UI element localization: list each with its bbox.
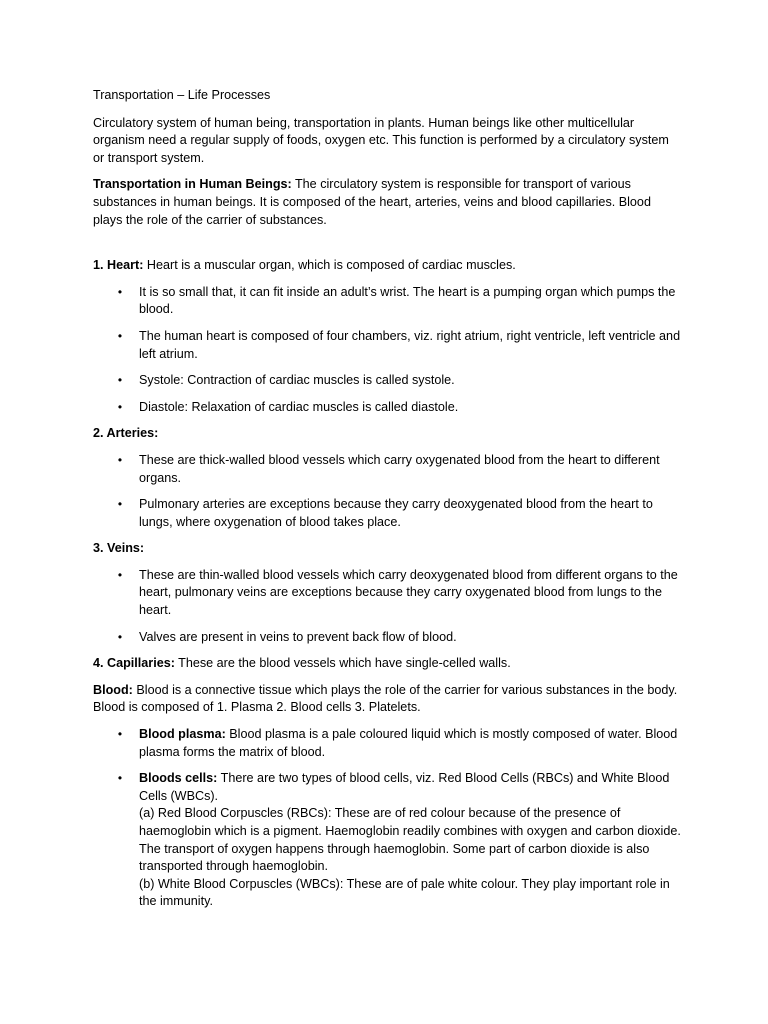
- list-item: [93, 452, 683, 487]
- list-item-text: Pulmonary arteries are exceptions because they carry deoxygenated blood from the heart to lungs, where oxygenation of blood takes place.: [139, 497, 653, 529]
- list-item-text: It is so small that, it can fit inside an adult’s wrist. The heart is a pumping organ which pumps the blood.: [139, 284, 676, 317]
- list-item: [93, 726, 683, 761]
- arteries-list: [93, 452, 683, 531]
- bullet-icon: •: [117, 452, 123, 467]
- veins-heading-paragraph: [93, 540, 683, 558]
- bullet-icon: •: [117, 399, 123, 414]
- list-item: [93, 567, 683, 620]
- bullet-icon: •: [117, 328, 123, 343]
- heart-list: [93, 284, 683, 417]
- human-transport-heading: Transportation in Human Beings:: [93, 177, 292, 192]
- list-item: [93, 372, 683, 390]
- bullet-icon: •: [117, 727, 123, 742]
- wbc-text: (b) White Blood Corpuscles (WBCs): These are of pale white colour. They play important role in the immunity.: [139, 876, 670, 909]
- capillaries-text: These are the blood vessels which have single-celled walls.: [174, 656, 511, 671]
- document-title: Transportation – Life Processes: [93, 88, 271, 102]
- bullet-icon: •: [117, 373, 123, 388]
- list-item: [93, 399, 683, 417]
- human-transport-paragraph: [93, 176, 683, 229]
- veins-heading: 3. Veins:: [93, 541, 145, 556]
- capillaries-heading: 4. Capillaries:: [93, 656, 175, 671]
- blood-plasma-text: Blood plasma is a pale coloured liquid which is mostly composed of water. Blood plasma forms the matrix of blood.: [139, 727, 678, 759]
- intro-paragraph: Circulatory system of human being, transportation in plants. Human beings like other multicellular organism need a regular supply of foods, oxygen etc. This function is performed by a circulatory system or transport system.: [93, 115, 669, 165]
- list-item-text: These are thick-walled blood vessels which carry oxygenated blood from the heart to different organs.: [139, 452, 660, 485]
- list-item: [93, 770, 683, 911]
- heart-text: Heart is a muscular organ, which is composed of cardiac muscles.: [143, 258, 516, 273]
- list-item: [93, 284, 683, 319]
- list-item: [93, 496, 683, 531]
- bullet-icon: •: [117, 567, 123, 582]
- bullet-icon: •: [117, 771, 123, 786]
- bullet-icon: •: [117, 284, 123, 299]
- heart-paragraph: [93, 257, 683, 275]
- list-item: [93, 629, 683, 647]
- list-item-text: Systole: Contraction of cardiac muscles is called systole.: [139, 373, 455, 388]
- arteries-heading: 2. Arteries:: [93, 426, 159, 441]
- heart-heading: 1. Heart:: [93, 258, 144, 273]
- blood-paragraph: [93, 682, 683, 717]
- veins-list: [93, 567, 683, 646]
- capillaries-paragraph: [93, 655, 683, 673]
- blood-cells-heading: Bloods cells:: [139, 771, 218, 786]
- list-item: [93, 328, 683, 363]
- bullet-icon: •: [117, 497, 123, 512]
- list-item-text: The human heart is composed of four chambers, viz. right atrium, right ventricle, left ventricle and left atrium.: [139, 328, 681, 361]
- blood-text: Blood is a connective tissue which plays the role of the carrier for various substances in the body. Blood is composed of 1. Plasma 2. Blood cells 3. Platelets.: [93, 682, 678, 715]
- rbc-text: (a) Red Blood Corpuscles (RBCs): These are of red colour because of the presence of haemoglobin which is a pigment. Haemoglobin readily combines with oxygen and carbon dioxide. The transport of oxygen happens through haemoglobin. Some part of carbon dioxide is also transported through haemoglobin.: [139, 806, 681, 874]
- blood-cells-text: There are two types of blood cells, viz. Red Blood Cells (RBCs) and White Blood Cells (WBCs).: [139, 771, 670, 803]
- human-transport-text: The circulatory system is responsible for transport of various substances in human beings. It is composed of the heart, arteries, veins and blood capillaries. Blood plays the role of the carrier of substances.: [93, 177, 651, 227]
- blood-list: [93, 726, 683, 911]
- list-item-text: Valves are present in veins to prevent back flow of blood.: [139, 629, 457, 644]
- blood-plasma-heading: Blood plasma:: [139, 727, 226, 742]
- list-item-text: These are thin-walled blood vessels which carry deoxygenated blood from different organs to the heart, pulmonary veins are exceptions because they carry oxygenated blood from lungs to the heart.: [139, 567, 678, 618]
- arteries-heading-paragraph: [93, 425, 683, 443]
- blood-heading: Blood:: [93, 682, 133, 697]
- list-item-text: Diastole: Relaxation of cardiac muscles is called diastole.: [139, 399, 459, 414]
- bullet-icon: •: [117, 629, 123, 644]
- document-page: [93, 87, 683, 920]
